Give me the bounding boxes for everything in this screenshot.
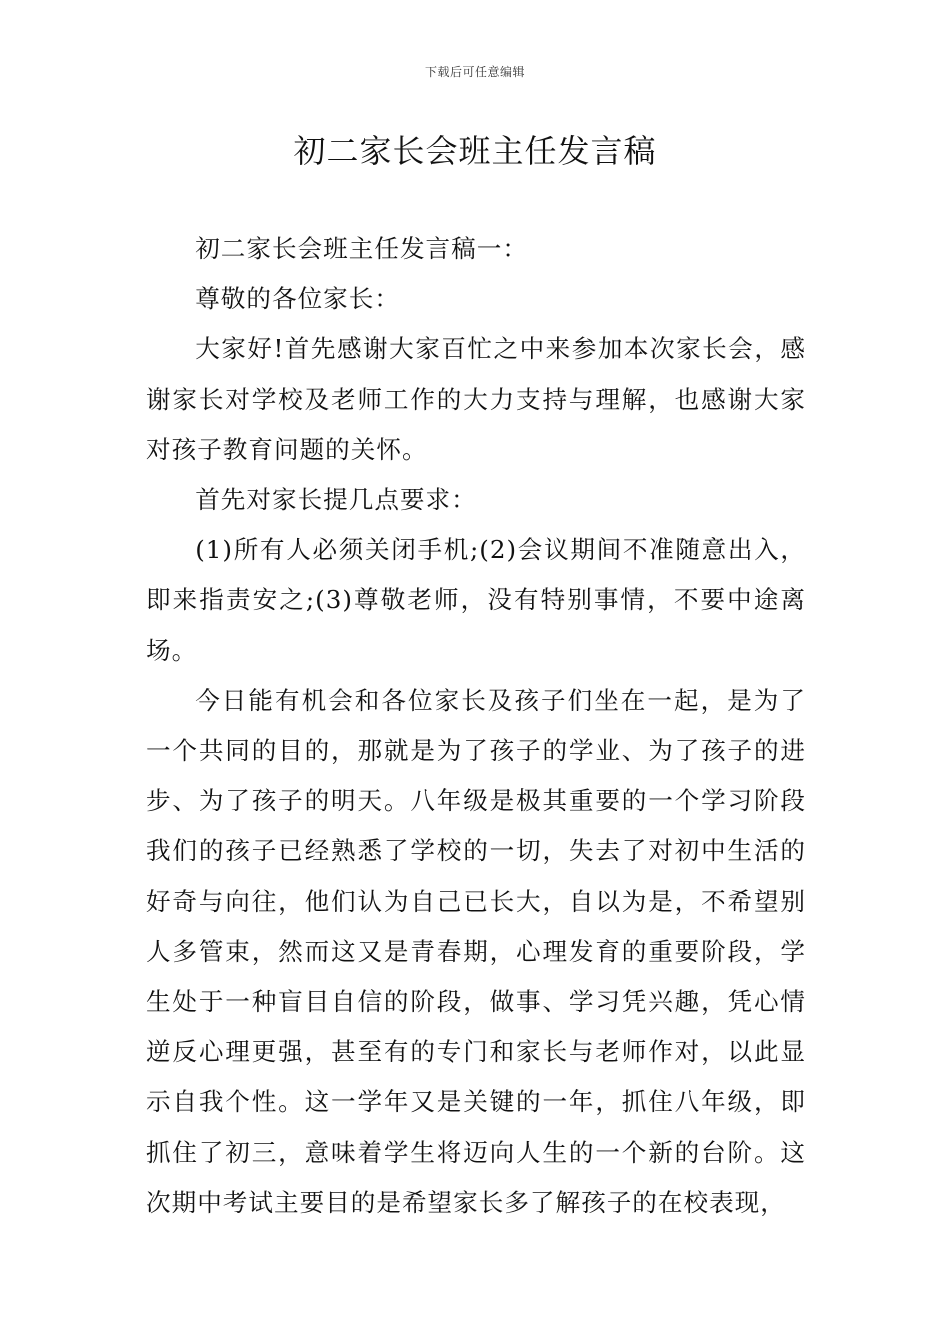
paragraph-subtitle: 初二家长会班主任发言稿一：: [195, 234, 528, 263]
document-title: 初二家长会班主任发言稿: [293, 132, 657, 170]
document-body: [146, 224, 806, 1228]
page-header-note: 下载后可任意编辑: [424, 65, 525, 79]
paragraph-salutation: 尊敬的各位家长：: [195, 284, 400, 314]
paragraph-requirements: (1)所有人必须关闭手机;(2)会议期间不准随意出入，即来指责安之;(3)尊敬老师，没有特别事情，不要中途离场。: [146, 535, 806, 665]
paragraph-main: 今日能有机会和各位家长及孩子们坐在一起，是为了一个共同的目的，那就是为了孩子的学业、为了孩子的进步、为了孩子的明天。八年级是极其重要的一个学习阶段我们的孩子已经熟悉了学校的一切，失去了对初中生活的好奇与向往，他们认为自己已长大，自以为是，不希望别人多管束，然而这又是青春期，心理发育的重要阶段，学生处于一种盲目自信的阶段，做事、学习凭兴趣，凭心情逆反心理更强，甚至有的专门和家长与老师作对，以此显示自我个性。这一学年又是关键的一年，抓住八年级，即抓住了初三，意味着学生将迈向人生的一个新的台阶。这次期中考试主要目的是希望家长多了解孩子的在校表现，: [146, 685, 806, 1217]
paragraph-requirements-intro: 首先对家长提几点要求：: [195, 485, 477, 515]
paragraph-greeting: 大家好!首先感谢大家百忙之中来参加本次家长会，感谢家长对学校及老师工作的大力支持与理解，也感谢大家对孩子教育问题的关怀。: [146, 334, 806, 464]
